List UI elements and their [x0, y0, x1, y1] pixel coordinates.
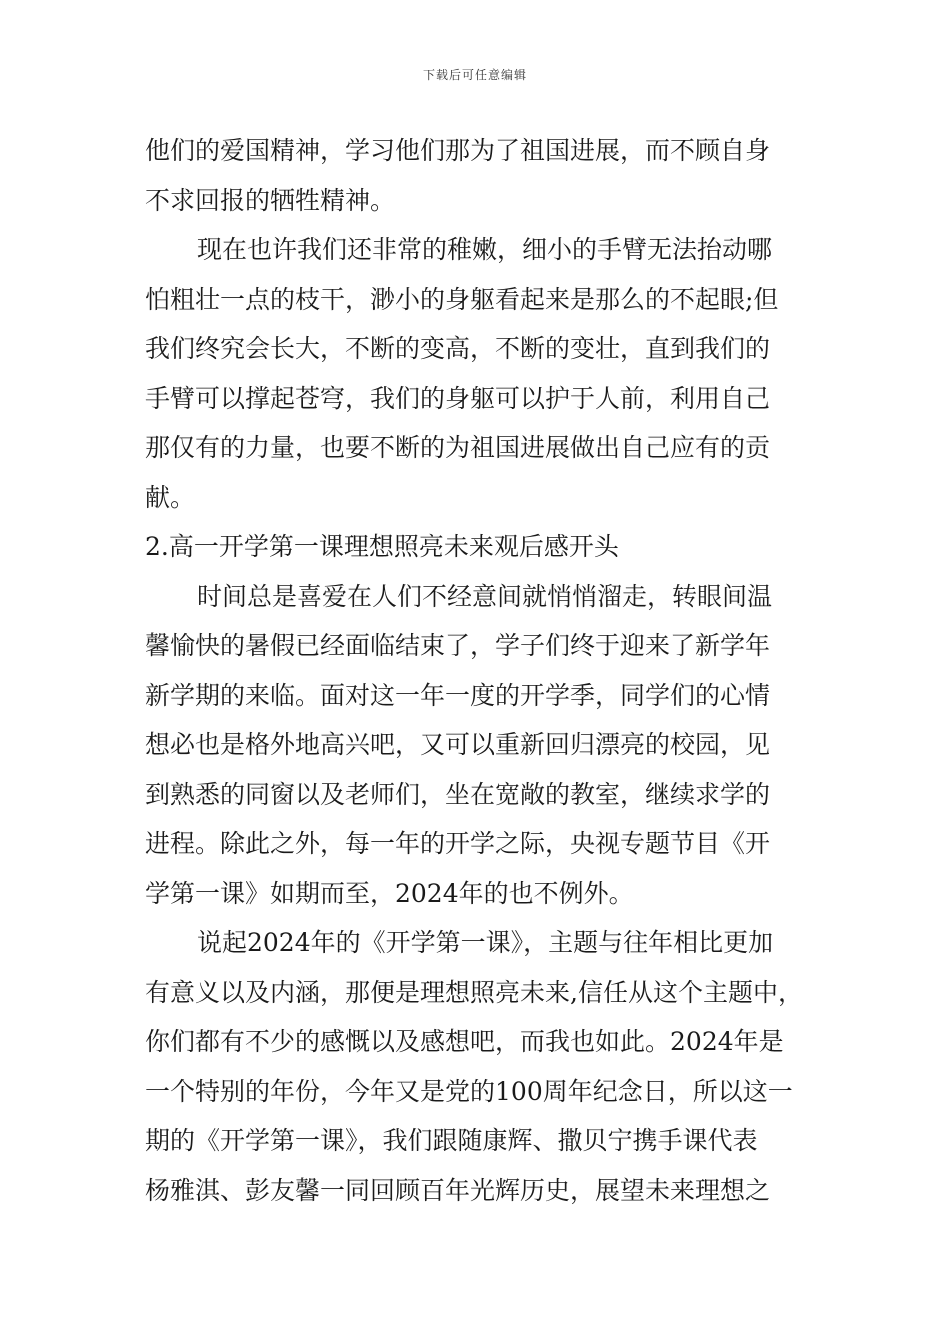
section-heading: 2.高一开学第一课理想照亮未来观后感开头 [145, 532, 619, 561]
text-line: 怕粗壮一点的枝干，渺小的身躯看起来是那么的不起眼;但 [145, 284, 779, 314]
text-line: 进程。除此之外，每一年的开学之际，央视专题节目《开 [145, 829, 771, 858]
text-line: 我们终究会长大，不断的变高，不断的变壮，直到我们的 [145, 334, 771, 363]
text-line: 有意义以及内涵，那便是理想照亮未来,信任从这个主题中， [145, 977, 803, 1007]
text-line: 学第一课》如期而至，2024年的也不例外。 [145, 878, 634, 908]
paragraph-start-line: 说起2024年的《开学第一课》，主题与往年相比更加 [197, 928, 774, 957]
text-line: 期的《开学第一课》，我们跟随康辉、撒贝宁携手课代表 [145, 1126, 758, 1155]
text-line: 你们都有不少的感慨以及感想吧，而我也如此。2024年是 [145, 1027, 784, 1056]
text-line: 到熟悉的同窗以及老师们，坐在宽敞的教室，继续求学的 [145, 779, 771, 809]
text-line: 他们的爱国精神，学习他们那为了祖国进展，而不顾自身 [145, 136, 771, 165]
text-line: 一个特别的年份，今年又是党的100周年纪念日，所以这一 [145, 1076, 793, 1106]
page-header: 下载后可任意编辑 [422, 68, 527, 82]
text-line: 献。 [145, 482, 196, 512]
text-line: 杨雅淇、彭友馨一同回顾百年光辉历史，展望未来理想之 [145, 1175, 771, 1205]
text-line: 馨愉快的暑假已经面临结束了，学子们终于迎来了新学年 [145, 631, 771, 660]
paragraph-start-line: 时间总是喜爱在人们不经意间就悄悄溜走，转眼间温 [197, 581, 773, 611]
paragraph-start-line: 现在也许我们还非常的稚嫩，细小的手臂无法抬动哪 [197, 235, 773, 264]
text-line: 不求回报的牺牲精神。 [145, 185, 396, 215]
text-line: 那仅有的力量，也要不断的为祖国进展做出自己应有的贡 [145, 433, 771, 462]
text-line: 新学期的来临。面对这一年一度的开学季，同学们的心情 [145, 680, 771, 710]
document-body [145, 126, 820, 1215]
text-line: 手臂可以撑起苍穹，我们的身躯可以护于人前，利用自己 [145, 383, 771, 413]
text-line: 想必也是格外地高兴吧，又可以重新回归漂亮的校园，见 [145, 730, 771, 759]
